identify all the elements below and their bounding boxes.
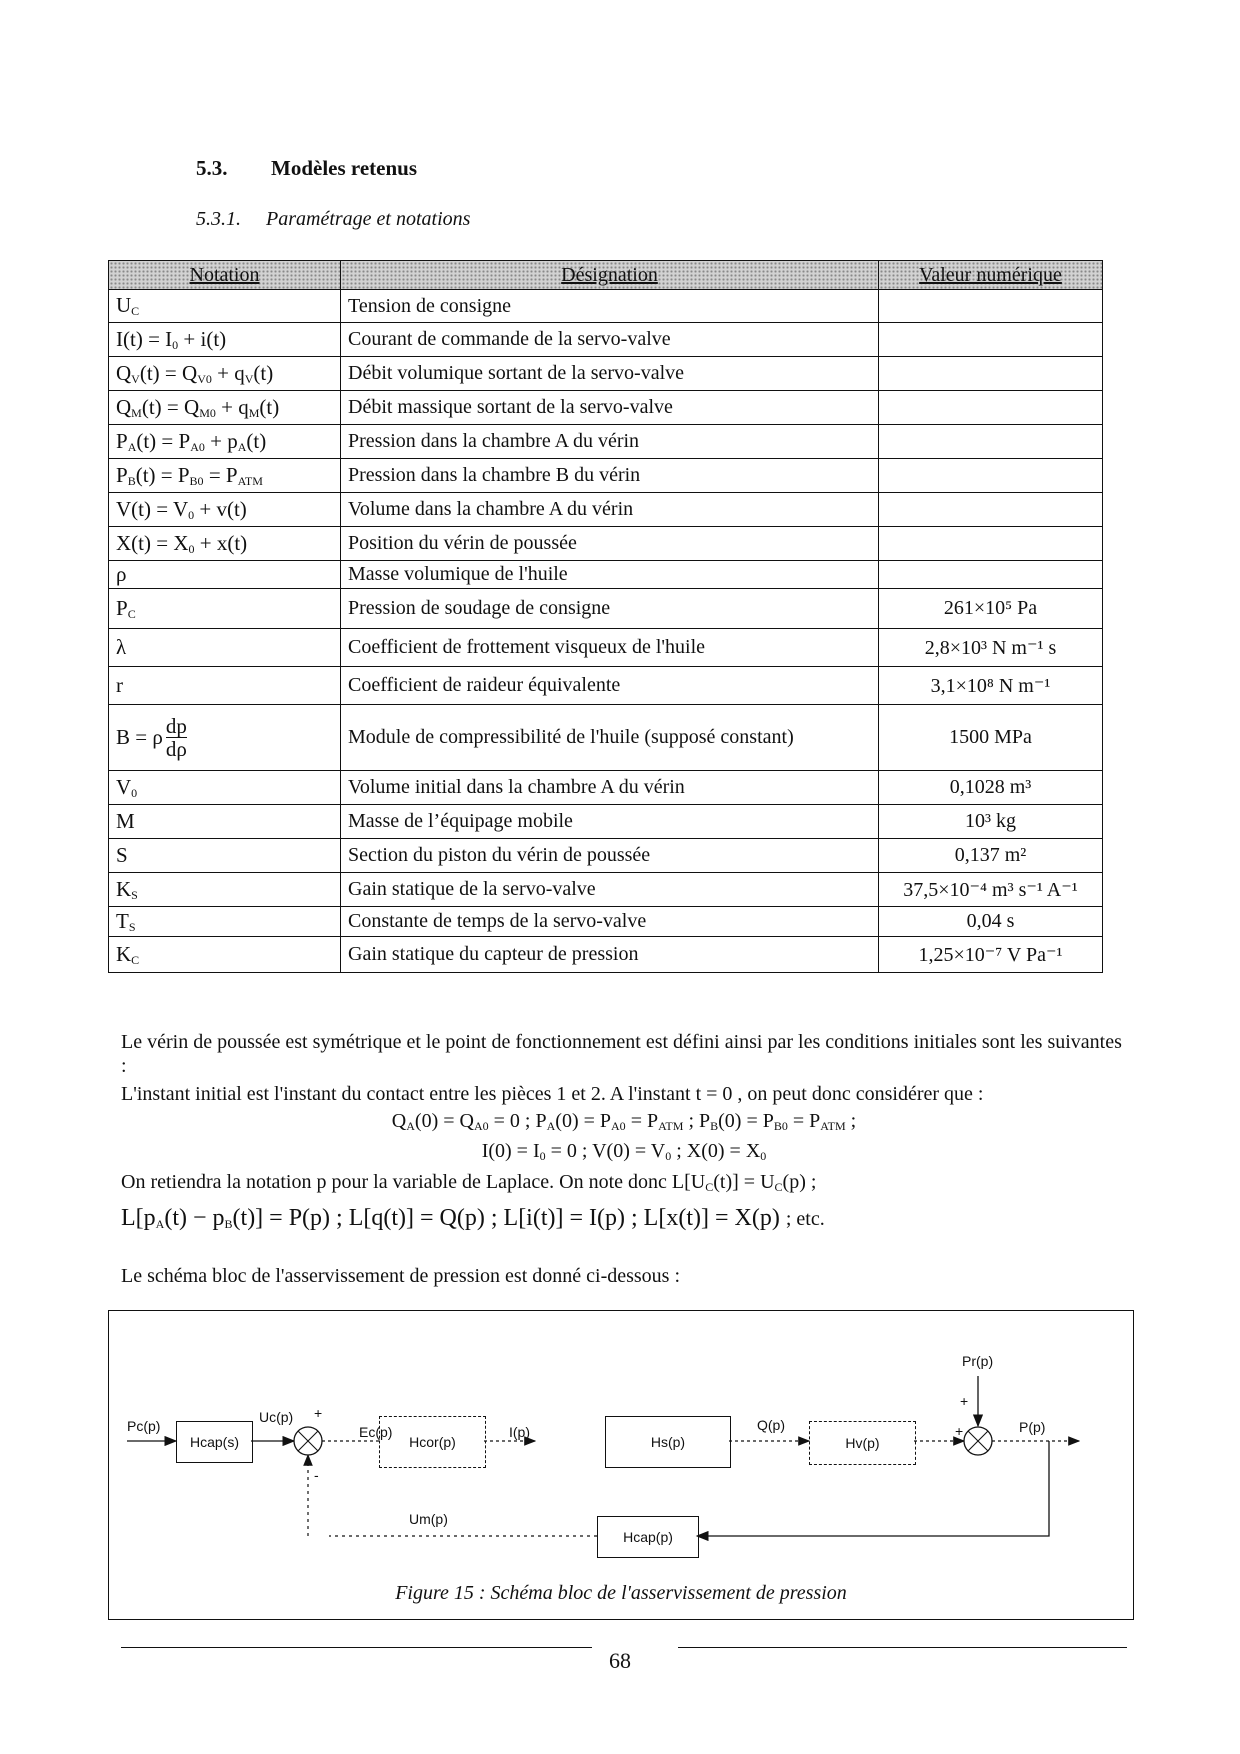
signal-ec: Ec(p) xyxy=(359,1424,393,1440)
designation-cell: Pression de soudage de consigne xyxy=(341,589,879,629)
notation-cell: S xyxy=(109,839,341,873)
designation-cell: Coefficient de raideur équivalente xyxy=(341,667,879,705)
equation-initial-values: $I(0) = I_0 = 0$ ; $V(0) = V_0$ ; $X(0) = X_0$ xyxy=(481,1140,767,1163)
table-row xyxy=(109,290,1103,323)
notation-cell: ρ xyxy=(109,561,341,589)
designation-cell: Section du piston du vérin de poussée xyxy=(341,839,879,873)
value-cell xyxy=(879,290,1103,323)
designation-cell: Tension de consigne xyxy=(341,290,879,323)
notation-cell: M xyxy=(109,805,341,839)
designation-cell: Masse de l’équipage mobile xyxy=(341,805,879,839)
table-row xyxy=(109,493,1103,527)
header-designation: Désignation xyxy=(341,261,879,290)
table-row xyxy=(109,357,1103,391)
value-cell: 261×10⁵ Pa xyxy=(879,589,1103,629)
signal-uc: Uc(p) xyxy=(259,1409,294,1425)
notation-cell: r xyxy=(109,667,341,705)
designation-cell: Masse volumique de l'huile xyxy=(341,561,879,589)
table-row xyxy=(109,323,1103,357)
designation-cell: Position du vérin de poussée xyxy=(341,527,879,561)
value-cell: 0,137 m² xyxy=(879,839,1103,873)
paragraph-laplace: On retiendra la notation p pour la variable de Laplace. On note donc $L[U_C(t)] = U_C(p)$ ; xyxy=(121,1171,817,1194)
table-row xyxy=(109,937,1103,973)
value-cell: 37,5×10⁻⁴ m³ s⁻¹ A⁻¹ xyxy=(879,873,1103,907)
value-cell: 0,1028 m³ xyxy=(879,771,1103,805)
block-hs: Hs(p) xyxy=(605,1416,731,1468)
notation-cell: B = ρ dp dρ xyxy=(109,705,341,771)
value-cell: 10³ kg xyxy=(879,805,1103,839)
value-cell: 0,04 s xyxy=(879,907,1103,937)
table-row xyxy=(109,771,1103,805)
etc-text: ; etc. xyxy=(785,1208,825,1230)
value-cell xyxy=(879,425,1103,459)
notation-cell: $T_S$ xyxy=(109,907,341,937)
value-cell: 1,25×10⁻⁷ V Pa⁻¹ xyxy=(879,937,1103,973)
table-row xyxy=(109,629,1103,667)
notation-cell: λ xyxy=(109,629,341,667)
parameters-table xyxy=(108,260,1103,973)
signal-q: Q(p) xyxy=(757,1417,785,1433)
value-cell: 1500 MPa xyxy=(879,705,1103,771)
table-row xyxy=(109,425,1103,459)
table-row xyxy=(109,561,1103,589)
table-row xyxy=(109,839,1103,873)
sign-plus-setpoint: + xyxy=(314,1405,323,1421)
block-diagram xyxy=(108,1310,1134,1620)
sign-plus-disturbance: + xyxy=(960,1393,969,1409)
designation-cell: Pression dans la chambre A du vérin xyxy=(341,425,879,459)
designation-cell: Constante de temps de la servo-valve xyxy=(341,907,879,937)
value-cell: 2,8×10³ N m⁻¹ s xyxy=(879,629,1103,667)
designation-cell: Pression dans la chambre B du vérin xyxy=(341,459,879,493)
signal-i: I(p) xyxy=(509,1424,530,1440)
header-value: Valeur numérique xyxy=(879,261,1103,290)
designation-cell: Débit massique sortant de la servo-valve xyxy=(341,391,879,425)
subsection-number: 5.3.1. xyxy=(196,208,241,230)
paragraph-operating-point: Le vérin de poussée est symétrique et le point de fonctionnement est défini ainsi par les conditions initiales sont les suivantes : xyxy=(121,1031,1122,1077)
value-cell: 3,1×10⁸ N m⁻¹ xyxy=(879,667,1103,705)
signal-pr: Pr(p) xyxy=(962,1353,994,1369)
designation-cell: Courant de commande de la servo-valve xyxy=(341,323,879,357)
value-cell xyxy=(879,459,1103,493)
table-header-row xyxy=(109,261,1103,290)
notation-cell: $P_B(t) = P_{B0} = P_{ATM}$ xyxy=(109,459,341,493)
value-cell xyxy=(879,391,1103,425)
table-row xyxy=(109,873,1103,907)
block-hcap-feedback: Hcap(p) xyxy=(597,1516,699,1558)
value-cell xyxy=(879,527,1103,561)
subsection-title: Paramétrage et notations xyxy=(266,208,471,230)
table-row xyxy=(109,705,1103,771)
paragraph-initial-instant: L'instant initial est l'instant du contact entre les pièces 1 et 2. A l'instant t = 0 , on peut donc considérer que : xyxy=(121,1083,984,1105)
notation-cell: $X(t) = X_0 + x(t)$ xyxy=(109,527,341,561)
section-title: Modèles retenus xyxy=(271,156,418,180)
notation-cell: $V(t) = V_0 + v(t)$ xyxy=(109,493,341,527)
designation-cell: Gain statique de la servo-valve xyxy=(341,873,879,907)
signal-p: P(p) xyxy=(1019,1419,1046,1435)
signal-um: Um(p) xyxy=(409,1511,448,1527)
designation-cell: Coefficient de frottement visqueux de l'huile xyxy=(341,629,879,667)
value-cell xyxy=(879,357,1103,391)
designation-cell: Module de compressibilité de l'huile (supposé constant) xyxy=(341,705,879,771)
laplace-text: On retiendra la notation p pour la variable de Laplace. On note donc xyxy=(121,1171,667,1193)
figure-caption: Figure 15 : Schéma bloc de l'asservissement de pression xyxy=(395,1582,847,1604)
designation-cell: Débit volumique sortant de la servo-valve xyxy=(341,357,879,391)
paragraph-schema: Le schéma bloc de l'asservissement de pression est donné ci-dessous : xyxy=(121,1265,681,1287)
notation-cell: $Q_V(t) = Q_{V0} + q_V(t)$ xyxy=(109,357,341,391)
notation-cell: $K_S$ xyxy=(109,873,341,907)
block-hv: Hv(p) xyxy=(809,1421,916,1465)
table-row xyxy=(109,527,1103,561)
value-cell xyxy=(879,323,1103,357)
table-row xyxy=(109,391,1103,425)
value-cell xyxy=(879,561,1103,589)
table-row xyxy=(109,459,1103,493)
page-number: 68 xyxy=(609,1648,631,1673)
section-number: 5.3. xyxy=(196,156,228,180)
summing-junction-1 xyxy=(294,1427,322,1455)
designation-cell: Volume dans la chambre A du vérin xyxy=(341,493,879,527)
equation-initial-pressures: $Q_A(0) = Q_{A0} = 0$ ; $P_A(0) = P_{A0} = P_{ATM}$ ; $P_B(0) = P_{B0} = P_{ATM}$ ; xyxy=(391,1110,857,1133)
designation-cell: Volume initial dans la chambre A du vérin xyxy=(341,771,879,805)
notation-cell: $K_C$ xyxy=(109,937,341,973)
signal-pc: Pc(p) xyxy=(127,1418,161,1434)
notation-cell: $U_C$ xyxy=(109,290,341,323)
sign-plus-flow: + xyxy=(955,1423,964,1439)
table-row xyxy=(109,667,1103,705)
value-cell xyxy=(879,493,1103,527)
notation-cell: $Q_M(t) = Q_{M0} + q_M(t)$ xyxy=(109,391,341,425)
table-row xyxy=(109,805,1103,839)
sign-minus-feedback: - xyxy=(314,1467,319,1483)
notation-cell: $P_C$ xyxy=(109,589,341,629)
summing-junction-2 xyxy=(964,1427,992,1455)
designation-cell: Gain statique du capteur de pression xyxy=(341,937,879,973)
equation-laplace: $L[p_A(t) - p_B(t)] = P(p)$ ; L[q(t)] = Q(p) ; L[i(t)] = I(p) ; L[x(t)] = X(p) ; etc. xyxy=(121,1205,825,1231)
notation-cell: $V_0$ xyxy=(109,771,341,805)
table-row xyxy=(109,589,1103,629)
block-hcap-input: Hcap(s) xyxy=(176,1421,253,1463)
header-notation: Notation xyxy=(109,261,341,290)
notation-cell: $I(t) = I_0 + i(t)$ xyxy=(109,323,341,357)
block-hcor: Hcor(p) xyxy=(379,1416,486,1468)
table-row xyxy=(109,907,1103,937)
notation-cell: $P_A(t) = P_{A0} + p_A(t)$ xyxy=(109,425,341,459)
